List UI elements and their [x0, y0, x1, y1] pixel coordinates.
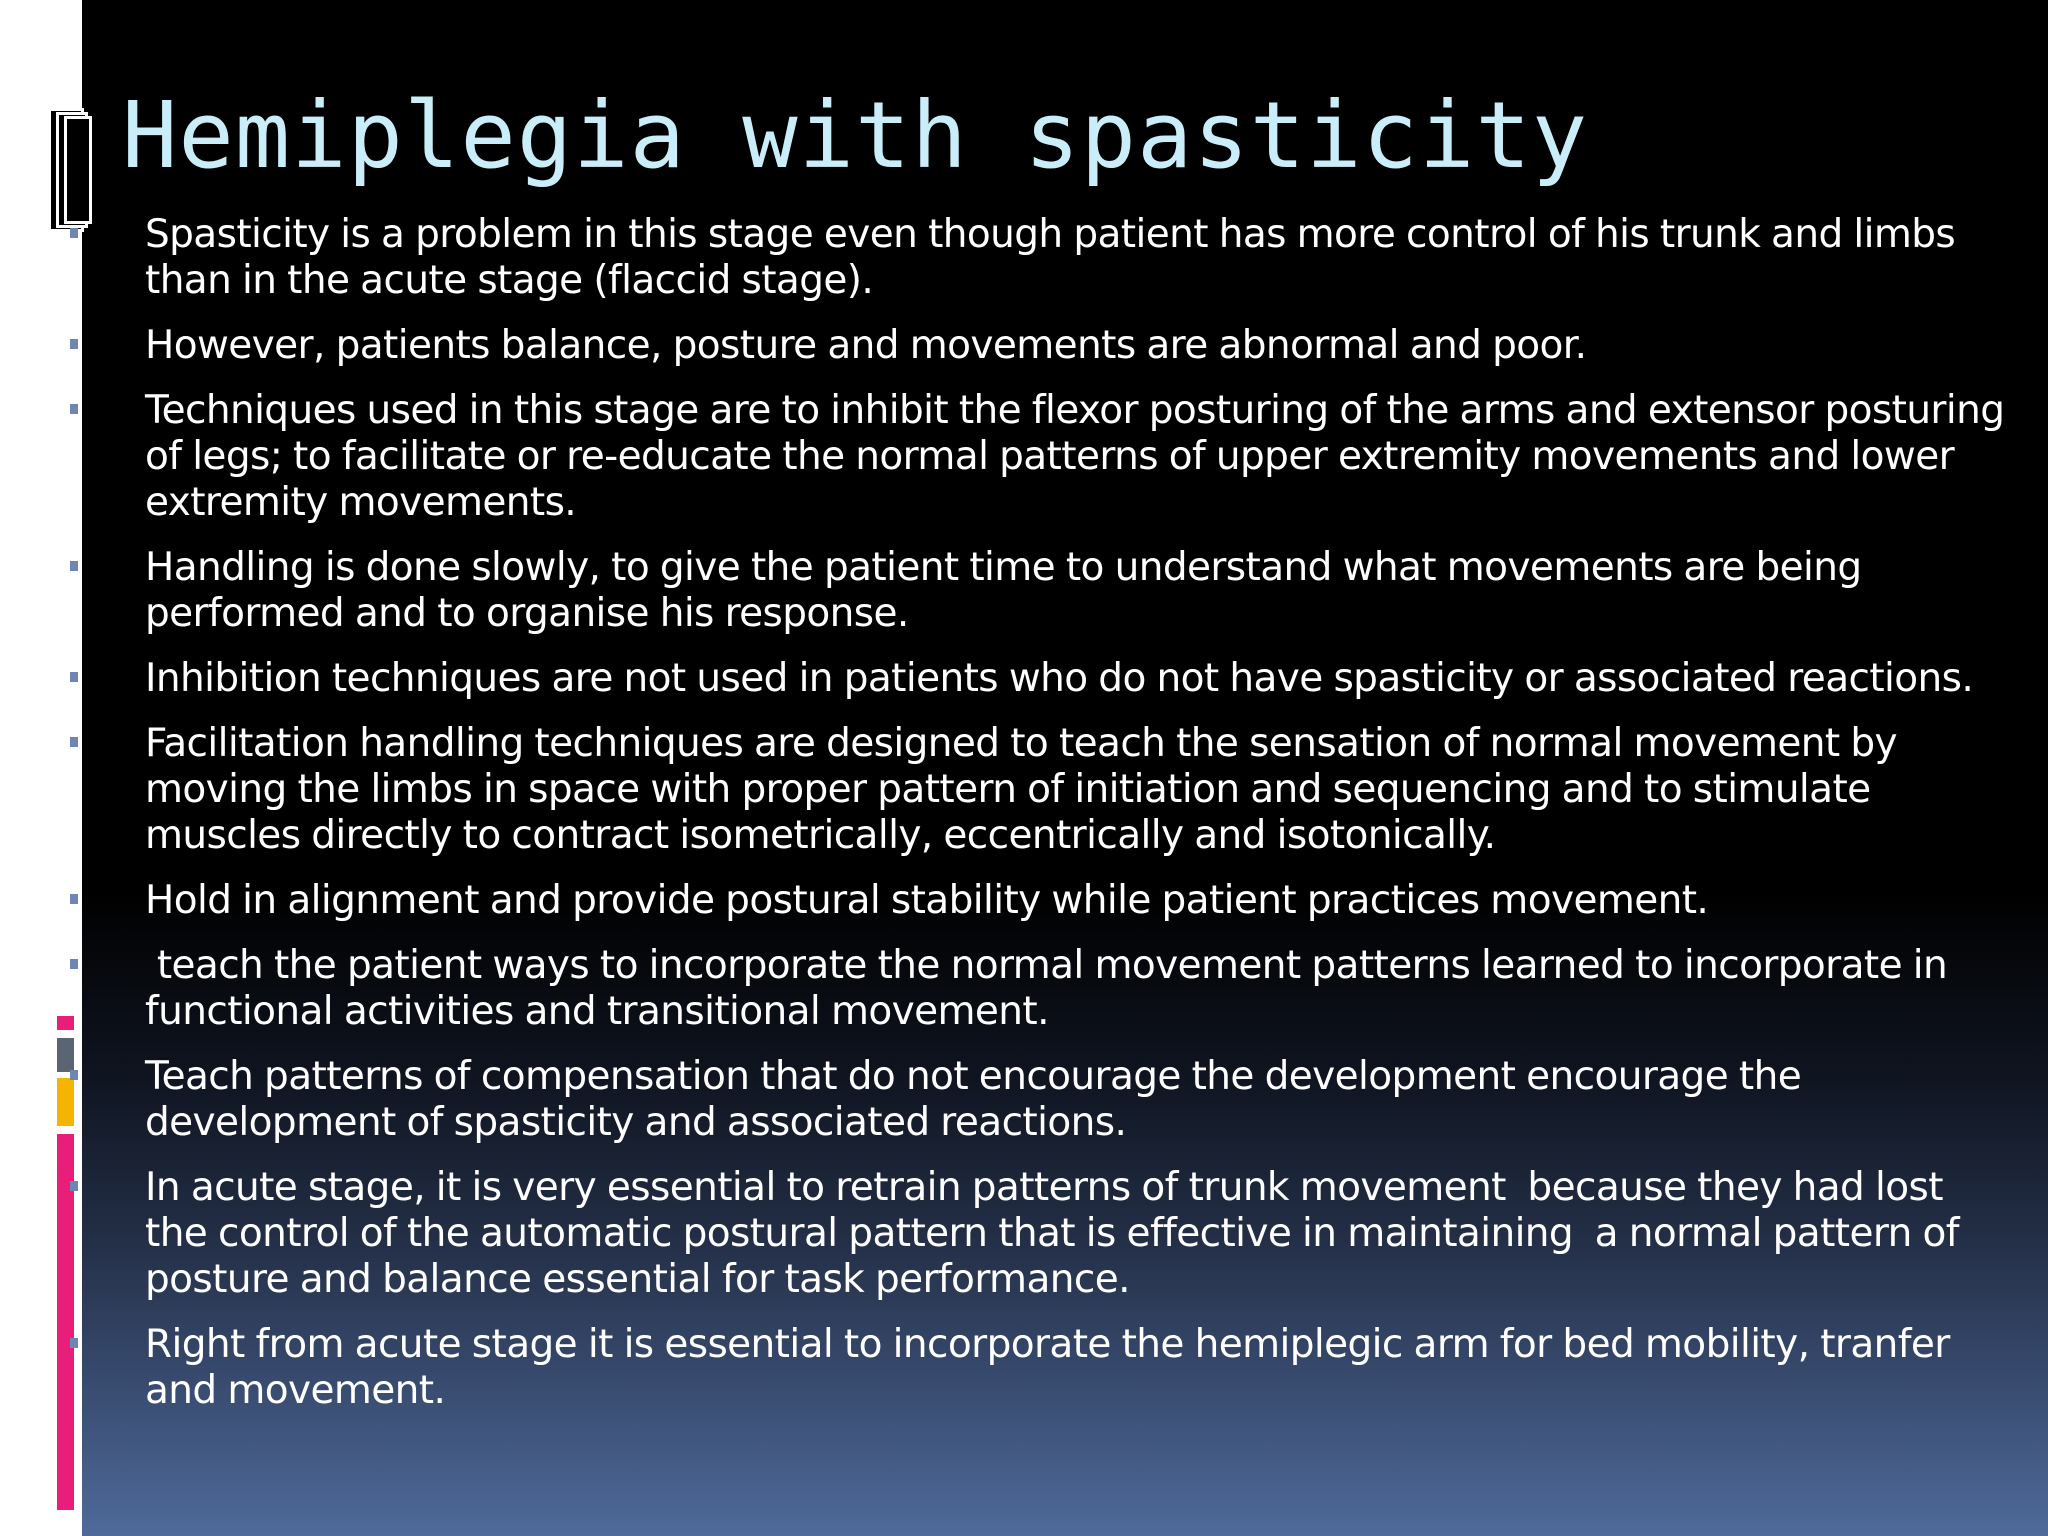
bullet-marker-icon	[70, 339, 78, 349]
bullet-item	[145, 1165, 2007, 1303]
bullet-marker-icon	[70, 228, 78, 238]
bullet-marker-icon	[70, 672, 78, 682]
bullet-marker-icon	[70, 1070, 78, 1080]
bullet-text: Right from acute stage it is essential to incorporate the hemiplegic arm for bed mobility, tranfer and movement.	[145, 1322, 1961, 1413]
bullet-marker-icon	[70, 1181, 78, 1191]
bullet-text: In acute stage, it is very essential to retrain patterns of trunk movement because they had lost the control of the automatic postural pattern that is effective in maintaining a normal pattern of posture and balance essential for task performance.	[145, 1165, 1970, 1302]
bullet-item	[145, 656, 2007, 702]
bullet-item	[145, 212, 2007, 304]
bullet-text: Handling is done slowly, to give the patient time to understand what movements are being performed and to organise his response.	[145, 545, 1873, 636]
bullet-item	[145, 878, 2007, 924]
bullet-marker-icon	[70, 561, 78, 571]
bullet-text: teach the patient ways to incorporate the normal movement patterns learned to incorporate in functional activities and transitional movement.	[145, 943, 1958, 1034]
bullet-item	[145, 721, 2007, 859]
bullet-list	[145, 212, 2016, 1433]
bullet-text: Teach patterns of compensation that do not encourage the development encourage the development of spasticity and associated reactions.	[145, 1054, 1812, 1145]
decor-bar-amber	[57, 1078, 74, 1126]
decor-bar-gray	[57, 1038, 74, 1072]
bullet-marker-icon	[70, 959, 78, 969]
bullet-marker-icon	[70, 894, 78, 904]
decor-bar-pink-top	[57, 1016, 74, 1030]
bullet-item	[145, 943, 2007, 1035]
bullet-marker-icon	[70, 1338, 78, 1348]
bullet-item	[145, 323, 2007, 369]
bullet-text: Facilitation handling techniques are designed to teach the sensation of normal movement by moving the limbs in space with proper pattern of initiation and sequencing and to stimulate muscles directly to contract isometrically, eccentrically and isotonically.	[145, 721, 1908, 858]
slide-title: Hemiplegia with spasticity	[122, 82, 1589, 189]
bullet-item	[145, 545, 2007, 637]
bullet-item	[145, 1054, 2007, 1146]
bullet-item	[145, 388, 2016, 526]
bullet-text: Spasticity is a problem in this stage even though patient has more control of his trunk and limbs than in the acute stage (flaccid stage).	[145, 212, 1966, 303]
bullet-item	[145, 1322, 2007, 1414]
bullet-text: Hold in alignment and provide postural stability while patient practices movement.	[145, 878, 1709, 923]
bullet-text: Techniques used in this stage are to inhibit the flexor posturing of the arms and extensor posturing of legs; to facilitate or re-educate the normal patterns of upper extremity movements and lower extremity movements.	[145, 388, 2016, 525]
bullet-text: Inhibition techniques are not used in patients who do not have spasticity or associated reactions.	[145, 656, 1974, 701]
bullet-marker-icon	[70, 737, 78, 747]
decor-stacked-frames	[48, 108, 88, 238]
bullet-marker-icon	[70, 404, 78, 414]
bullet-text: However, patients balance, posture and movements are abnormal and poor.	[145, 323, 1587, 368]
